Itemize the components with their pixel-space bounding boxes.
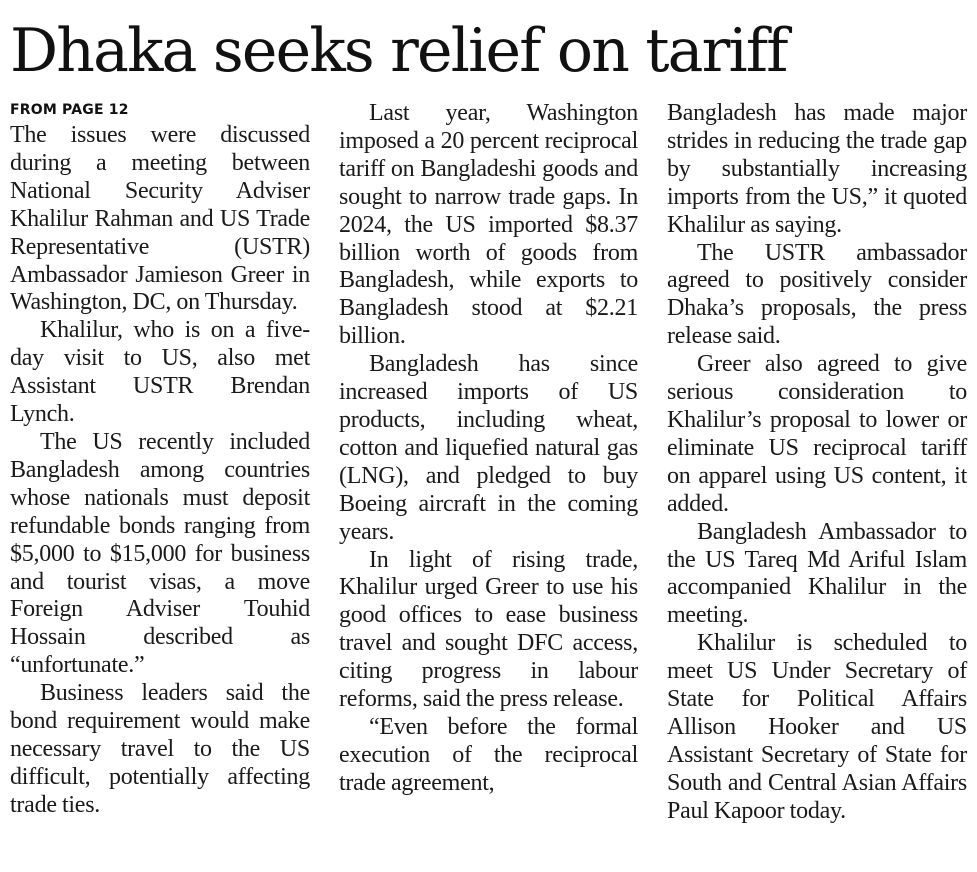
paragraph: In light of rising trade, Khalilur urged Greer to use his good offices to ease business travel and sought DFC access, citing progress in labour reforms, said the press release. [339, 546, 638, 713]
paragraph: Khalilur is scheduled to meet US Under Secretary of State for Political Affairs Allison Hooker and US Assistant Secretary of State for South and Central Asian Affairs Paul Kapoor today. [667, 630, 967, 824]
paragraph: Bangladesh has made major strides in reducing the trade gap by substantially increasing imports from the US,” it quoted Khalilur as saying. [667, 100, 967, 238]
article-column-3 [667, 100, 967, 826]
paragraph: “Even before the formal execution of the reciprocal trade agreement, [339, 713, 638, 796]
article-column-1 [10, 100, 310, 820]
paragraph: Last year, Washington imposed a 20 percent reciprocal tariff on Bangladeshi goods and sought to narrow trade gaps. In 2024, the US imported $8.37 billion worth of goods from Bangladesh, while exports to Bangladesh stood at $2.21 billion. [339, 100, 638, 350]
paragraph: The USTR ambassador agreed to positively consider Dhaka’s proposals, the press release said. [667, 239, 967, 350]
jump-line: FROM PAGE 12 [10, 102, 129, 118]
paragraph: Business leaders said the bond requirement would make necessary travel to the US difficult, potentially affecting trade ties. [10, 680, 310, 818]
article-column-2 [339, 100, 638, 798]
paragraph: The US recently included Bangladesh among countries whose nationals must deposit refundable bonds ranging from $5,000 to $15,000 for business and tourist visas, a move Foreign Adviser Touhid Hossain described as “unfortunate.” [10, 428, 310, 679]
headline: Dhaka seeks relief on tariff [10, 16, 787, 86]
paragraph: Greer also agreed to give serious consideration to Khalilur’s proposal to lower or eliminate US reciprocal tariff on apparel using US content, it added. [667, 351, 967, 517]
paragraph: Bangladesh has since increased imports of US products, including wheat, cotton and liquefied natural gas (LNG), and pledged to buy Boeing aircraft in the coming years. [339, 351, 638, 545]
paragraph: Bangladesh Ambassador to the US Tareq Md Ariful Islam accompanied Khalilur in the meeting. [667, 518, 967, 629]
paragraph: The issues were discussed during a meeting between National Security Adviser Khalilur Rahman and US Trade Representative (USTR) Ambassador Jamieson Greer in Washington, DC, on Thursday. [10, 122, 310, 316]
paragraph: Khalilur, who is on a five-day visit to US, also met Assistant USTR Brendan Lynch. [10, 317, 310, 428]
